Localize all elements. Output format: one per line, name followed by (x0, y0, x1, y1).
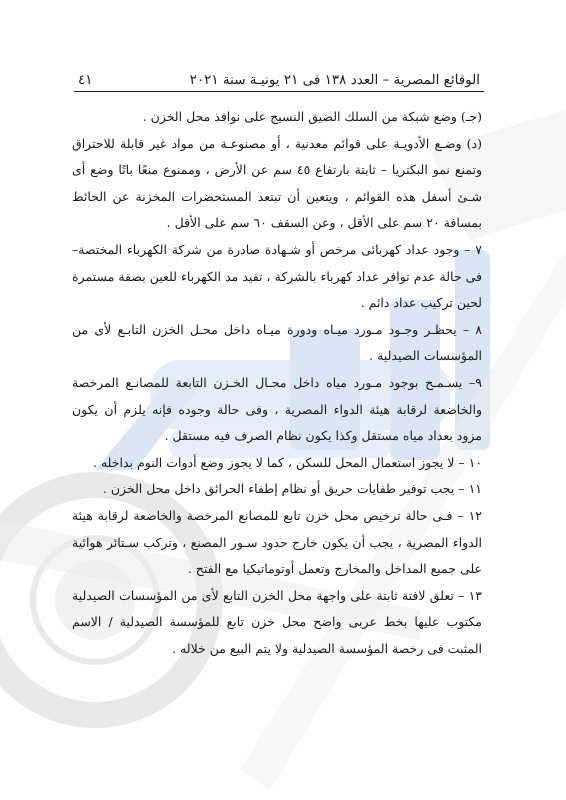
page-number: ٤١ (78, 72, 93, 88)
paragraph-13: ١٣ – تعلق لافتة ثابتة على واجهة محل الخزن التابع لأى من المؤسسات الصيدلية مكتوب عليها بخط عربى واضح محل خزن تابع للمؤسسة الصيدلية / الاسم المثبت فى رخصة المؤسسة الصيدلية ولا يتم البيع من خلاله . (72, 587, 482, 656)
header-rule (74, 91, 484, 92)
page-header (78, 66, 480, 88)
paragraph-7: ٧ – وجود عداد كهربائى مرخص أو شـهادة صادرة من شركة الكهرباء المختصة– فى حالة عدم توافر عداد كهرباء بالشركة ، تفيد مد الكهرباء للعين بصفة مستمرة لحين تركيب عداد دائم . (72, 241, 482, 311)
header-title: الوقائع المصرية – العدد ١٣٨ فى ٢١ يونيـة سنة ٢٠٢١ (189, 72, 480, 88)
paragraph-9: ٩– يسـمـح بوجود مـورد مياه داخل محـال الخـزن التابعة للمصانـع المرخصة والخاضعة لرقابة هيئة الدواء المصرية ، وفى حالة وجوده فإنه يلزم أن يكون مزود بعداد مياه مستقل وكذا يكون نظام الصرف فيه مستقل . (72, 374, 482, 444)
paragraph-item-d: (د) وضـع الأدويـة على قوائم معدنية ، أو مصنوعـة من مواد غير قابلة للاحتراق وتمنع نمو البكتريا – ثابتة بارتفاع ٤٥ سم عن الأرض ، وممنوع منعًا باتًا وضع أى شـئ أسفل هذه القوائم ، ويتعين أن تبتعد المستحضرات المخزنة عن الحائط بمسافة ٢٠ سم على الأقل ، وعن السقف ٦٠ سم على الأقل . (72, 135, 483, 231)
paragraph-item-c: (جـ) وضع شبكة من السلك الضيق النسيج على نوافذ محل الخزن . (142, 109, 482, 124)
paragraph-10: ١٠ – لا يجوز استعمال المحل للسكن ، كما لا يجوز وضع أدوات النوم بداخله . (93, 454, 482, 470)
paragraph-8: ٨ – يحظـر وجـود مـورد ميـاه ودورة ميـاه داخل محـل الخزن التابـع لأى من المؤسسات الصيدلية . (72, 321, 482, 364)
paragraph-11: ١١ – يجب توفير طفايات حريق أو نظام إطفاء الحرائق داخل محل الخزن . (102, 481, 482, 497)
paragraph-12: ١٢ – فـى حالة ترخيص محل خزن تابع للمصانع المرخصة والخاضعة لرقابة هيئة الدواء المصرية ، يجب أن يكون خارج حدود سـور المصنع ، وتركب سـتائر هوائية على جميع المداخل والمخارج وتعمل أوتوماتيكيا مع الفتح . (72, 507, 482, 577)
body-text (72, 100, 482, 662)
